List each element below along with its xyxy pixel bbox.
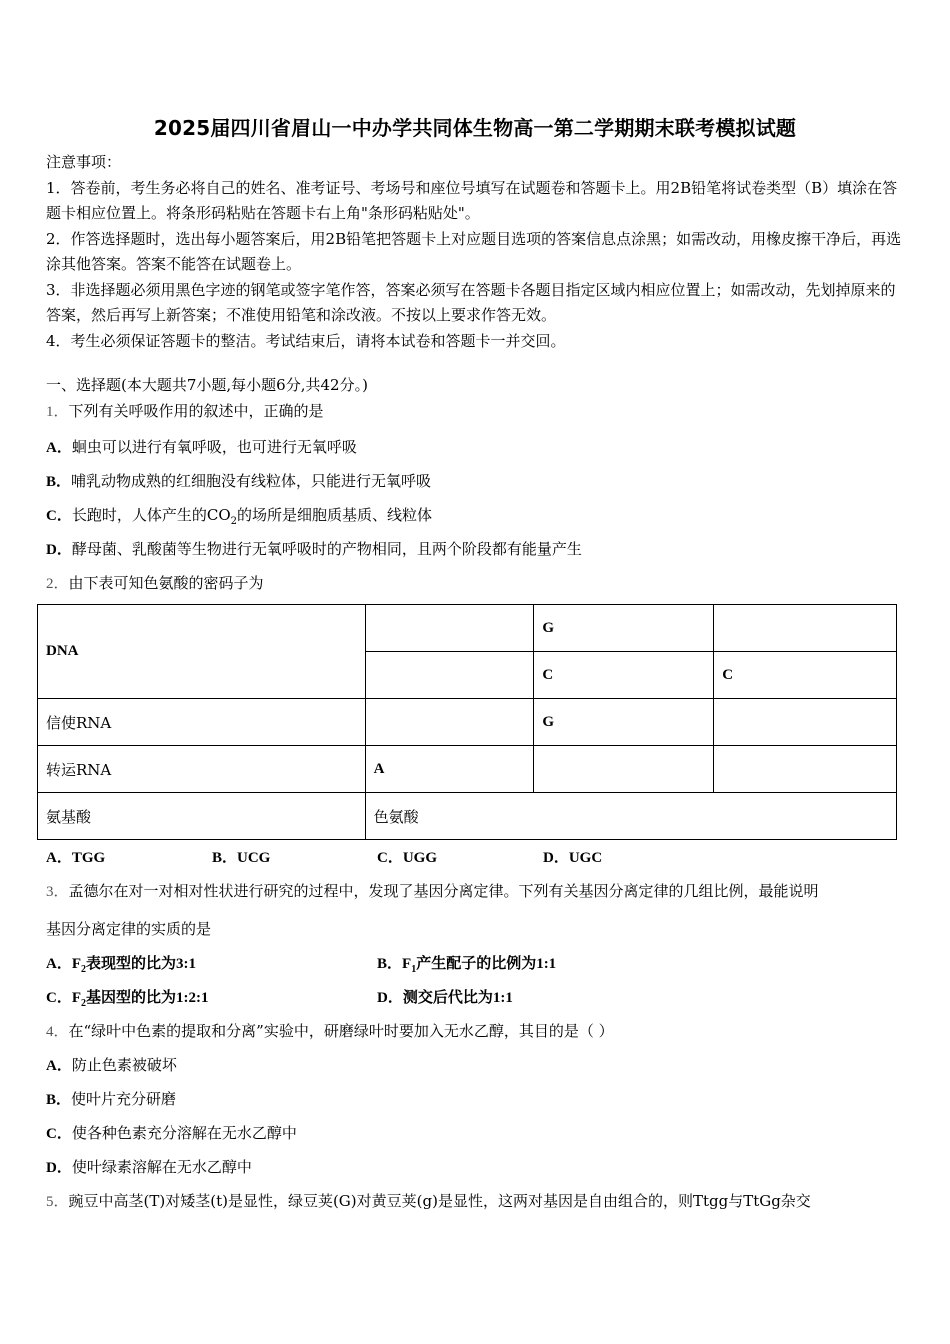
question-stem: 豌豆中高茎(T)对矮茎(t)是显性，绿豆荚(G)对黄豆荚(g)是显性，这两对基因是自由组合的，则Ttgg与TtGg杂交	[68, 1192, 811, 1210]
option-text: 酵母菌、乳酸菌等生物进行无氧呼吸时的产物相同，且两个阶段都有能量产生	[71, 540, 582, 558]
notes-item: 3．非选择题必须用黑色字迹的钢笔或签字笔作答，答案必须写在答题卡各题目指定区域内相应位置上；如需改动，先划掉原来的答案，然后再写上新答案；不准使用铅笔和涂改液。不按以上要求作答无效。	[46, 280, 896, 324]
table-cell: G	[534, 699, 714, 746]
notes-item: 2．作答选择题时，选出每小题答案后，用2B铅笔把答题卡上对应题目选项的答案信息点涂黑；如需改动，用橡皮擦干净后，再选涂其他答案。答案不能答在试题卷上。	[46, 229, 902, 273]
question-number: 4．	[46, 1024, 69, 1040]
option-text: 基因型的比为1:2:1	[86, 990, 209, 1006]
option-label: A．	[46, 1058, 72, 1074]
option-label: C．	[46, 508, 72, 524]
q1-option-b	[46, 470, 431, 491]
question-3	[46, 880, 819, 901]
q4-option-b	[46, 1088, 176, 1109]
option-label: A．	[46, 850, 72, 866]
q2-option-a	[46, 846, 105, 867]
option-text: 使各种色素充分溶解在无水乙醇中	[71, 1124, 297, 1142]
page-title: 2025届四川省眉山一中办学共同体生物高一第二学期期末联考模拟试题	[153, 116, 797, 140]
option-text: 蛔虫可以进行有氧呼吸，也可进行无氧呼吸	[71, 438, 357, 456]
question-2	[46, 572, 264, 593]
q4-option-c	[46, 1122, 297, 1143]
question-5	[46, 1190, 811, 1211]
q3-option-b	[377, 952, 556, 975]
table-cell	[534, 746, 714, 793]
q2-option-d	[543, 846, 602, 867]
row-header-trna: 转运RNA	[38, 746, 366, 793]
table-cell: C	[714, 652, 897, 699]
option-text: F	[71, 990, 82, 1006]
option-text: 防止色素被破坏	[71, 1056, 177, 1074]
q4-option-d	[46, 1156, 252, 1177]
option-text: 长跑时，人体产生的CO	[71, 506, 231, 524]
table-row	[38, 605, 897, 652]
notes-block	[46, 150, 906, 354]
option-label: D．	[46, 542, 72, 558]
option-text: F	[71, 956, 82, 972]
q1-option-d	[46, 538, 582, 559]
table-cell: C	[534, 652, 714, 699]
option-label: B．	[212, 850, 238, 866]
table-cell	[714, 605, 897, 652]
question-stem: 由下表可知色氨酸的密码子为	[68, 574, 264, 592]
option-text: UGG	[402, 850, 438, 866]
option-text: 表现型的比为3:1	[86, 956, 197, 972]
subscript: 2	[81, 964, 87, 975]
question-1	[46, 400, 324, 421]
question-number: 2．	[46, 576, 69, 592]
table-row	[38, 699, 897, 746]
option-text: F	[402, 956, 412, 972]
table-cell	[714, 699, 897, 746]
option-text: 使叶片充分研磨	[71, 1090, 177, 1108]
option-label: C．	[46, 990, 72, 1006]
section-heading: 一、选择题(本大题共7小题,每小题6分,共42分。)	[46, 376, 368, 394]
row-header-mrna: 信使RNA	[38, 699, 366, 746]
q1-option-c	[46, 504, 432, 527]
question-3-continued: 基因分离定律的实质的是	[46, 920, 212, 938]
notes-item: 4．考生必须保证答题卡的整洁。考试结束后，请将本试卷和答题卡一并交回。	[46, 331, 566, 350]
option-label: D．	[46, 1160, 72, 1176]
option-label: D．	[377, 990, 403, 1006]
q4-option-a	[46, 1054, 177, 1075]
question-number: 5．	[46, 1194, 69, 1210]
row-header-dna: DNA	[38, 605, 366, 699]
table-cell	[365, 652, 534, 699]
question-number: 3．	[46, 884, 69, 900]
option-text: TGG	[71, 850, 106, 866]
question-stem: 孟德尔在对一对相对性状进行研究的过程中，发现了基因分离定律。下列有关基因分离定律的几组比例，最能说明	[68, 882, 819, 900]
option-label: B．	[46, 1092, 72, 1108]
table-cell	[365, 699, 534, 746]
question-number: 1．	[46, 404, 69, 420]
option-label: B．	[377, 956, 403, 972]
question-4	[46, 1020, 614, 1041]
option-text: UGC	[568, 850, 603, 866]
table-row	[38, 746, 897, 793]
option-label: B．	[46, 474, 72, 490]
q1-option-a	[46, 436, 357, 457]
option-text: 的场所是细胞质基质、线粒体	[237, 506, 433, 524]
option-text: UCG	[237, 850, 271, 866]
option-label: C．	[46, 1126, 72, 1142]
option-text: 使叶绿素溶解在无水乙醇中	[71, 1158, 252, 1176]
notes-item: 1．答卷前，考生务必将自己的姓名、准考证号、考场号和座位号填写在试题卷和答题卡上。用2B铅笔将试卷类型（B）填涂在答题卡相应位置上。将条形码粘贴在答题卡右上角"条形码粘贴处"。	[46, 178, 898, 222]
table-cell	[714, 746, 897, 793]
q3-option-a	[46, 952, 196, 975]
notes-heading: 注意事项：	[46, 153, 122, 171]
option-text: 哺乳动物成熟的红细胞没有线粒体，只能进行无氧呼吸	[71, 472, 432, 490]
q3-option-c	[46, 986, 209, 1009]
q2-option-c	[377, 846, 437, 867]
q2-option-b	[212, 846, 270, 867]
option-text: 产生配子的比例为1:1	[416, 956, 557, 972]
table-cell: G	[534, 605, 714, 652]
table-cell: 色氨酸	[365, 793, 896, 840]
question-stem: 下列有关呼吸作用的叙述中，正确的是	[68, 402, 324, 420]
table-cell	[365, 605, 534, 652]
option-label: A．	[46, 956, 72, 972]
row-header-amino-acid: 氨基酸	[38, 793, 366, 840]
option-label: A．	[46, 440, 72, 456]
q3-option-d	[377, 986, 513, 1007]
option-text: 测交后代比为1:1	[402, 990, 513, 1006]
question-stem: 在“绿叶中色素的提取和分离”实验中，研磨绿叶时要加入无水乙醇，其目的是（ ）	[68, 1022, 614, 1040]
option-label: D．	[543, 850, 569, 866]
subscript: 2	[81, 998, 87, 1009]
codon-table	[37, 604, 897, 840]
subscript: 2	[230, 516, 237, 527]
option-label: C．	[377, 850, 403, 866]
subscript: 1	[411, 964, 417, 975]
table-row	[38, 793, 897, 840]
table-cell: A	[365, 746, 534, 793]
